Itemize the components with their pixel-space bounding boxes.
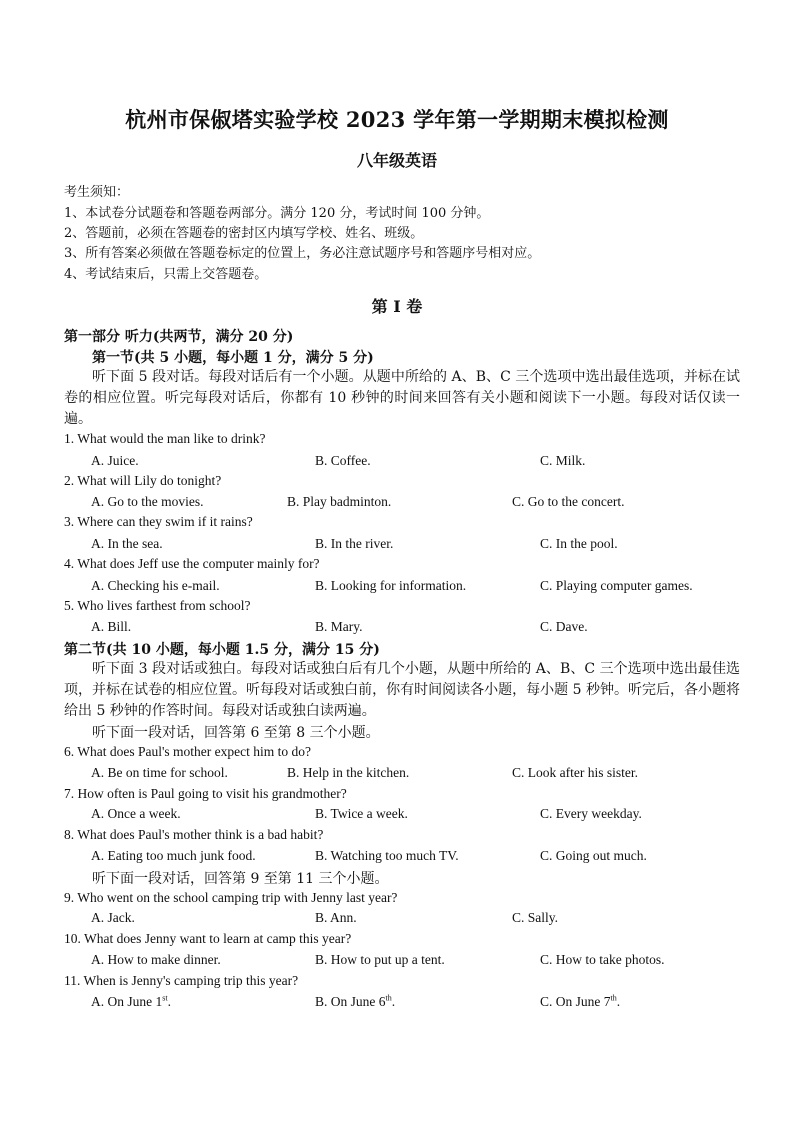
q5-option-b: B. Mary. <box>315 619 363 634</box>
q4-option-a: A. Checking his e-mail. <box>91 578 220 593</box>
instr-6-8: 听下面一段对话，回答第 6 至第 8 三个小题。 <box>92 725 380 741</box>
notice-item-2: 2、答题前，必须在答题卷的密封区内填写学校、姓名、班级。 <box>64 226 424 241</box>
q4-option-b: B. Looking for information. <box>315 578 467 593</box>
q1-option-b: B. Coffee. <box>315 453 371 468</box>
q9-option-b: B. Ann. <box>315 910 357 925</box>
q3-option-a: A. In the sea. <box>91 536 163 551</box>
part1-title: 第一部分 听力(共两节，满分 20 分) <box>64 329 294 345</box>
exam-title: 杭州市保俶塔实验学校 2023 学年第一学期期末模拟检测 <box>125 107 669 132</box>
question-3: 3. Where can they swim if it rains? <box>64 514 253 529</box>
sec2-instructions: 听下面 3 段对话或独白。每段对话或独白后有几个小题，从题中所给的 A、B、C 三个选项中选出最佳选项，并标在试卷的相应位置。听每段对话或独白前，你有时间阅读各小题，每小题 5 秒钟。听完后，各小题将给出 5 秒钟的作答时间。每段对话或独白读两遍。 <box>64 661 740 719</box>
q6-option-b: B. Help in the kitchen. <box>287 765 410 780</box>
q6-option-a: A. Be on time for school. <box>91 765 228 780</box>
q2-option-a: A. Go to the movies. <box>91 494 204 509</box>
question-7: 7. How often is Paul going to visit his grandmother? <box>64 786 347 801</box>
volume-title: 第 I 卷 <box>371 297 423 316</box>
question-6: 6. What does Paul's mother expect him to do? <box>64 744 312 759</box>
q8-option-a: A. Eating too much junk food. <box>91 848 256 863</box>
q9-option-c: C. Sally. <box>512 910 559 925</box>
q9-option-a: A. Jack. <box>91 910 135 925</box>
q7-option-c: C. Every weekday. <box>540 806 642 821</box>
q11-option-b: B. On June 6th. <box>315 993 396 1009</box>
question-8: 8. What does Paul's mother think is a bad habit? <box>64 827 324 842</box>
q7-option-b: B. Twice a week. <box>315 806 408 821</box>
q5-option-a: A. Bill. <box>91 619 132 634</box>
notice-item-3: 3、所有答案必须做在答题卷标定的位置上，务必注意试题序号和答题序号相对应。 <box>64 246 541 261</box>
exam-subtitle: 八年级英语 <box>356 151 437 170</box>
q8-option-c: C. Going out much. <box>540 848 647 863</box>
q3-option-b: B. In the river. <box>315 536 394 551</box>
q2-option-b: B. Play badminton. <box>287 494 392 509</box>
notice-item-4: 4、考试结束后，只需上交答题卷。 <box>64 267 268 282</box>
q11-option-b-sup: th <box>385 993 392 1003</box>
question-4: 4. What does Jeff use the computer mainly for? <box>64 556 320 571</box>
q11-option-a-text: A. On June 1 <box>91 994 163 1009</box>
q11-option-c-sup: th <box>610 993 617 1003</box>
q8-option-b: B. Watching too much TV. <box>315 848 459 863</box>
q5-option-c: C. Dave. <box>540 619 588 634</box>
q10-option-a: A. How to make dinner. <box>91 952 221 967</box>
q3-option-c: C. In the pool. <box>540 536 618 551</box>
q10-option-c: C. How to take photos. <box>540 952 665 967</box>
instr-9-11: 听下面一段对话，回答第 9 至第 11 三个小题。 <box>92 871 389 887</box>
question-9: 9. Who went on the school camping trip with Jenny last year? <box>64 890 398 905</box>
q6-option-c: C. Look after his sister. <box>512 765 638 780</box>
q11-option-b-text: B. On June 6 <box>315 994 386 1009</box>
q10-option-b: B. How to put up a tent. <box>315 952 445 967</box>
notice-item-1: 1、本试卷分试题卷和答题卷两部分。满分 120 分，考试时间 100 分钟。 <box>64 206 490 221</box>
sec1-title: 第一节(共 5 小题，每小题 1 分，满分 5 分) <box>92 350 374 366</box>
q4-option-c: C. Playing computer games. <box>540 578 693 593</box>
question-10: 10. What does Jenny want to learn at camp this year? <box>64 931 352 946</box>
question-5: 5. Who lives farthest from school? <box>64 598 251 613</box>
q1-option-a: A. Juice. <box>91 453 139 468</box>
question-1: 1. What would the man like to drink? <box>64 431 266 446</box>
q11-option-a-sup: st <box>162 993 168 1003</box>
notice-heading: 考生须知： <box>64 185 130 200</box>
q11-option-c-text: C. On June 7 <box>540 994 611 1009</box>
sec1-instructions: 听下面 5 段对话。每段对话后有一个小题。从题中所给的 A、B、C 三个选项中选出最佳选项，并标在试卷的相应位置。听完每段对话后，你都有 10 秒钟的时间来回答有关小题和阅读下一小题。每段对话仅读一遍。 <box>64 369 740 427</box>
question-11: 11. When is Jenny's camping trip this year? <box>64 973 299 988</box>
question-2: 2. What will Lily do tonight? <box>64 473 222 488</box>
q11-option-c: C. On June 7th. <box>540 993 621 1009</box>
q1-option-c: C. Milk. <box>540 453 586 468</box>
q7-option-a: A. Once a week. <box>91 806 181 821</box>
q2-option-c: C. Go to the concert. <box>512 494 625 509</box>
sec2-title: 第二节(共 10 小题，每小题 1.5 分，满分 15 分) <box>64 642 380 658</box>
q11-option-a: A. On June 1st. <box>91 993 171 1009</box>
